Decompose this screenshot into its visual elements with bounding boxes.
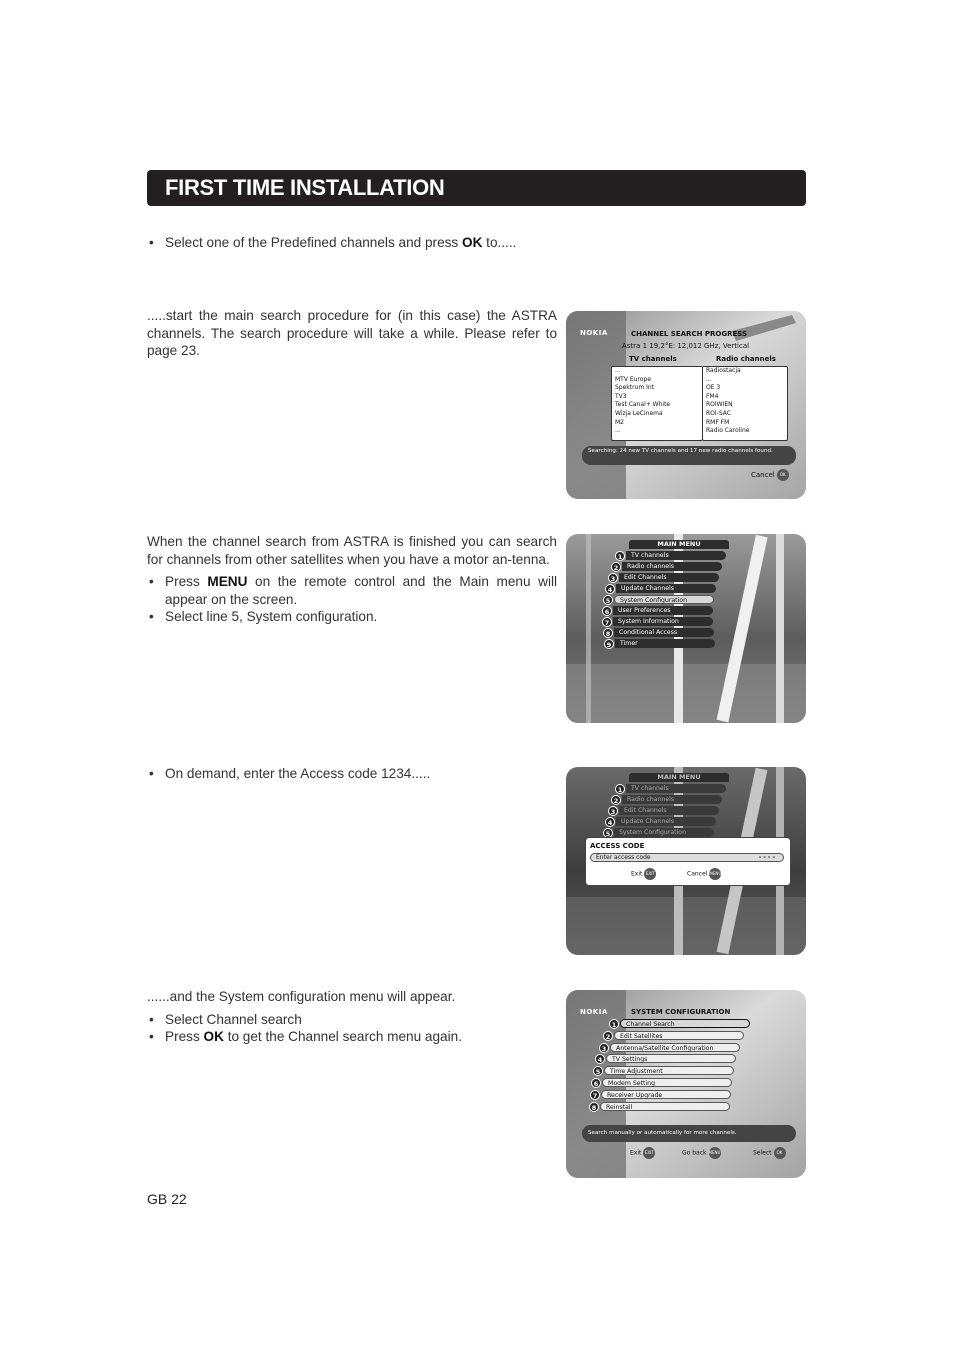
screenshot-access-code [566,767,806,955]
tv-channel-list [611,366,703,441]
cancel-button[interactable]: Cancel MENU [687,868,721,880]
number-8-icon: 8 [603,628,613,638]
satellite-frequency: Astra 1 19,2°E: 12,012 GHz, Vertical [622,342,750,350]
list-item: ... [615,367,621,374]
number-6-icon: 6 [591,1078,601,1088]
menu-item-radio-channels[interactable]: 2 Radio channels [611,562,722,571]
list-item: TV3 [615,392,627,400]
number-4-icon: 4 [595,1054,605,1064]
number-7-icon: 7 [590,1090,600,1100]
list-item: OE 3 [706,384,721,392]
access-code-prompt: Enter access code [596,854,651,861]
access-code-dialog [585,837,791,886]
radio-channels-header: Radio channels [716,355,776,363]
exit-button[interactable]: Exit EXIT [630,1147,655,1159]
go-back-button[interactable]: Go back MENU [682,1147,721,1159]
number-7-icon: 7 [602,617,612,627]
list-item: Test Canal+ White [615,401,671,409]
radio-channel-list [702,366,788,441]
menu-item-modem-setting[interactable]: 6 Modem Setting [591,1078,732,1087]
page-number: GB 22 [147,1191,187,1207]
main-menu-intro: When the channel search from ASTRA is finished you can search for channels from other satellites when you have a motor an-tenna. [147,534,557,567]
menu-item-antenna-satellite-configuration[interactable]: 3 Antenna/Satellite Configuration [599,1043,740,1052]
bullet-access-code: • On demand, enter the Access code 1234..... [147,765,557,783]
number-6-icon: 6 [602,606,612,616]
main-menu-title: MAIN MENU [629,773,729,782]
screen-title: SYSTEM CONFIGURATION [631,1008,731,1016]
bullet-select-line5: • Select line 5, System configuration. [147,608,557,626]
screenshot-main-menu [566,534,806,723]
screen-title: CHANNEL SEARCH PROGRESS [631,330,748,338]
list-item: Wizja LeCinema [615,409,663,417]
menu-item-tv-channels[interactable]: 1 TV channels [615,551,726,560]
ok-button-icon: OK [777,469,789,481]
screenshot-system-configuration [566,990,806,1178]
tv-channels-header: TV channels [629,355,677,363]
number-3-icon: 3 [608,806,618,816]
section-system-config [147,988,557,1046]
menu-item-reinstall[interactable]: 8 Reinstall [589,1102,730,1111]
list-item: MTV Europe [615,375,651,383]
list-item: M2 [615,418,624,426]
start-search-paragraph: .....start the main search procedure for (in this case) the ASTRA channels. The search procedure will take a while. Please refer to page 23. [147,308,557,358]
menu-item-user-preferences[interactable]: 6 User Preferences [602,606,713,615]
list-item: ROI-SAC [706,409,731,417]
menu-item-system-configuration[interactable]: 5 System Configuration [603,828,714,837]
menu-item-channel-search[interactable]: 1 Channel Search [609,1019,750,1028]
bullet-press-menu: • Press MENU on the remote control and the Main menu will appear on the screen. [147,573,557,608]
bullet-select-predefined: • Select one of the Predefined channels and press OK to..... [147,234,557,252]
list-item: Spektrum Int [615,384,655,392]
access-code-field[interactable] [590,853,784,862]
menu-item-receiver-upgrade[interactable]: 7 Receiver Upgrade [590,1090,731,1099]
number-2-icon: 2 [603,1031,613,1041]
number-4-icon: 4 [605,817,615,827]
hint-bar: Search manually or automatically for more channels. [582,1125,796,1142]
menu-button-icon: MENU [709,1147,721,1159]
list-item: RMF FM [706,418,730,426]
menu-item-update-channels[interactable]: 4 Update Channels [605,817,716,826]
bullet-select-channel-search: • Select Channel search [147,1011,557,1029]
number-2-icon: 2 [611,562,621,572]
access-code-value: - - - - [758,854,775,861]
menu-button-icon: MENU [709,868,721,880]
section-main-menu [147,533,557,626]
brand-logo: NOKIA [580,329,608,337]
list-item: Radiostacja [706,367,741,374]
list-item: Radio Caroline [706,427,750,435]
menu-item-edit-satellites[interactable]: 2 Edit Satellites [603,1031,744,1040]
menu-item-edit-channels[interactable]: 3 Edit Channels [608,806,719,815]
number-4-icon: 4 [605,584,615,594]
section-start-search [147,307,557,360]
menu-item-system-information[interactable]: 7 System Information [602,617,713,626]
list-item: FM4 [706,392,719,400]
exit-button-icon: EXIT [643,1147,655,1159]
number-1-icon: 1 [615,784,625,794]
number-8-icon: 8 [589,1102,599,1112]
system-config-intro: ......and the System configuration menu will appear. [147,989,456,1004]
number-3-icon: 3 [608,573,618,583]
section-access-code [147,765,557,783]
bullet-press-ok: • Press OK to get the Channel search menu again. [147,1028,557,1046]
page-title: FIRST TIME INSTALLATION [165,175,445,200]
menu-item-conditional-access[interactable]: 8 Conditional Access [603,628,714,637]
number-2-icon: 2 [611,795,621,805]
number-5-icon: 5 [593,1066,603,1076]
number-9-icon: 9 [604,639,614,649]
select-button[interactable]: Select OK [753,1147,786,1159]
number-3-icon: 3 [599,1043,609,1053]
brand-logo: NOKIA [580,1008,608,1016]
screenshot-channel-search-progress [566,311,806,499]
number-5-icon: 5 [603,828,613,838]
menu-item-system-configuration[interactable]: 5 System Configuration [603,595,714,604]
search-status-bar: Searching: 24 new TV channels and 17 new radio channels found. [582,446,796,465]
menu-item-radio-channels[interactable]: 2 Radio channels [611,795,722,804]
number-1-icon: 1 [609,1019,619,1029]
number-5-icon: 5 [603,595,613,605]
list-item: ... [706,375,712,383]
section-title-bar [147,170,806,206]
menu-item-time-adjustment[interactable]: 5 Time Adjustment [593,1066,734,1075]
exit-button-icon: EXIT [644,868,656,880]
list-item: ROIWIEN [706,401,733,409]
menu-item-edit-channels[interactable]: 3 Edit Channels [608,573,719,582]
main-menu-title: MAIN MENU [629,540,729,549]
number-1-icon: 1 [615,551,625,561]
menu-item-tv-channels[interactable]: 1 TV channels [615,784,726,793]
dialog-title: ACCESS CODE [590,842,645,850]
ok-button-icon: OK [774,1147,786,1159]
menu-item-update-channels[interactable]: 4 Update Channels [605,584,716,593]
menu-item-tv-settings[interactable]: 4 TV Settings [595,1054,736,1063]
exit-button[interactable]: Exit EXIT [631,868,656,880]
list-item: ... [615,427,621,435]
cancel-button[interactable]: Cancel OK [751,469,789,481]
menu-item-timer[interactable]: 9 Timer [604,639,715,648]
section-select-predefined [147,234,557,252]
